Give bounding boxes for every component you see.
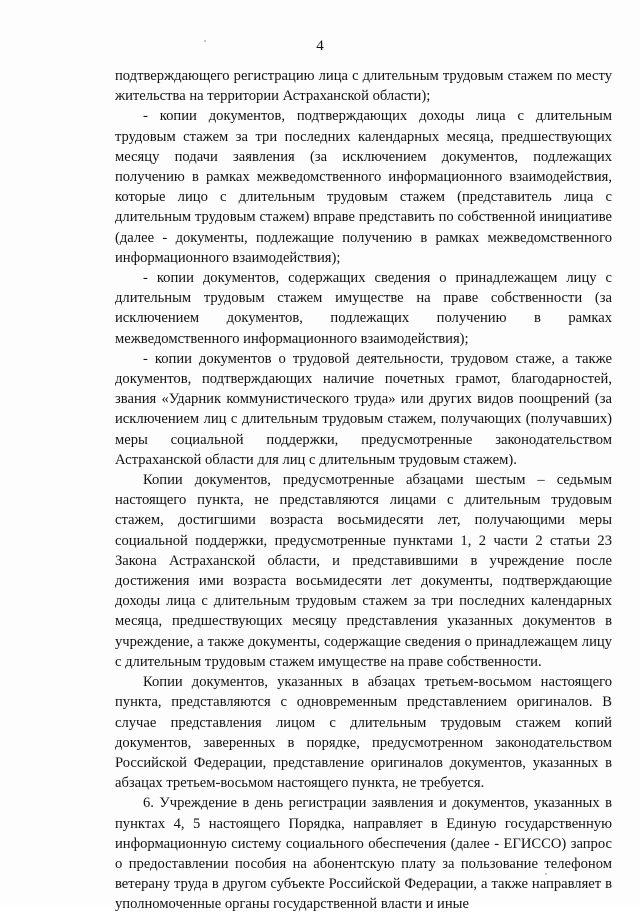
paragraph: - копии документов о трудовой деятельности, трудовом стаже, а также документов, подтверждающих наличие почетных грамот, благодарностей, звания «Ударник коммунистического труда» или других видов поощрений (за исключением лиц с длительным трудовым стажем, получающих (получавших) меры социальной поддержки, предусмотренные законодательством Астраханской области для лиц с длительным трудовым стажем). [115, 350, 612, 468]
scan-speck [204, 40, 206, 42]
paragraph: 6. Учреждение в день регистрации заявления и документов, указанных в пунктах 4, 5 настоящего Порядка, направляет в Единую государственную информационную систему социального обеспечения (далее - ЕГИССО) запрос о предоставлении пособия на абонентскую плату за пользование телефоном ветерану труда в другом субъекте Российской Федерации, а также направляет в уполномоченные органы государственной власти и иные [115, 795, 612, 913]
paragraph: Копии документов, предусмотренные абзацами шестым – седьмым настоящего пункта, не представляются лицами с длительным трудовым стажем, достигшими возраста восьмидесяти лет, получающими меры социальной поддержки, предусмотренные пунктами 1, 2 части 2 статьи 23 Закона Астраханской области, и представившими в учреждение после достижения ими возраста восьмидесяти лет документы, подтверждающие доходы лица с длительным трудовым стажем за три последних календарных месяца, предшествующих месяцу представления указанных документов в учреждение, а также документы, содержащие сведения о принадлежащем лицу с длительным трудовым стажем имуществе на праве собственности. [115, 472, 612, 670]
paragraph: - копии документов, подтверждающих доходы лица с длительным трудовым стажем за три последних календарных месяца, предшествующих месяцу подачи заявления (за исключением документов, подлежащих получению в рамках межведомственного информационного взаимодействия, которые лицо с длительным трудовым стажем (представитель лица с длительным трудовым стажем) вправе представить по собственной инициативе (далее - документы, подлежащие получению в рамках межведомственного информационного взаимодействия); [115, 108, 612, 266]
page-number: 4 [316, 38, 324, 54]
document-body [115, 66, 612, 915]
paragraph: подтверждающего регистрацию лица с длительным трудовым стажем по месту жительства на территории Астраханской области); [115, 68, 612, 105]
paragraph: - копии документов, содержащих сведения о принадлежащем лицу с длительным трудовым стажем имуществе на праве собственности (за исключением документов, подлежащих получению в рамках межведомственного информационного взаимодействия); [115, 270, 612, 347]
paragraph: Копии документов, указанных в абзацах третьем-восьмом настоящего пункта, представляются с одновременным представлением оригиналов. В случае представления лицом с длительным трудовым стажем копий документов, заверенных в порядке, предусмотренном законодательством Российской Федерации, представление оригиналов документов, указанных в абзацах третьем-восьмом настоящего пункта, не требуется. [115, 674, 612, 792]
scan-speck [545, 873, 547, 875]
